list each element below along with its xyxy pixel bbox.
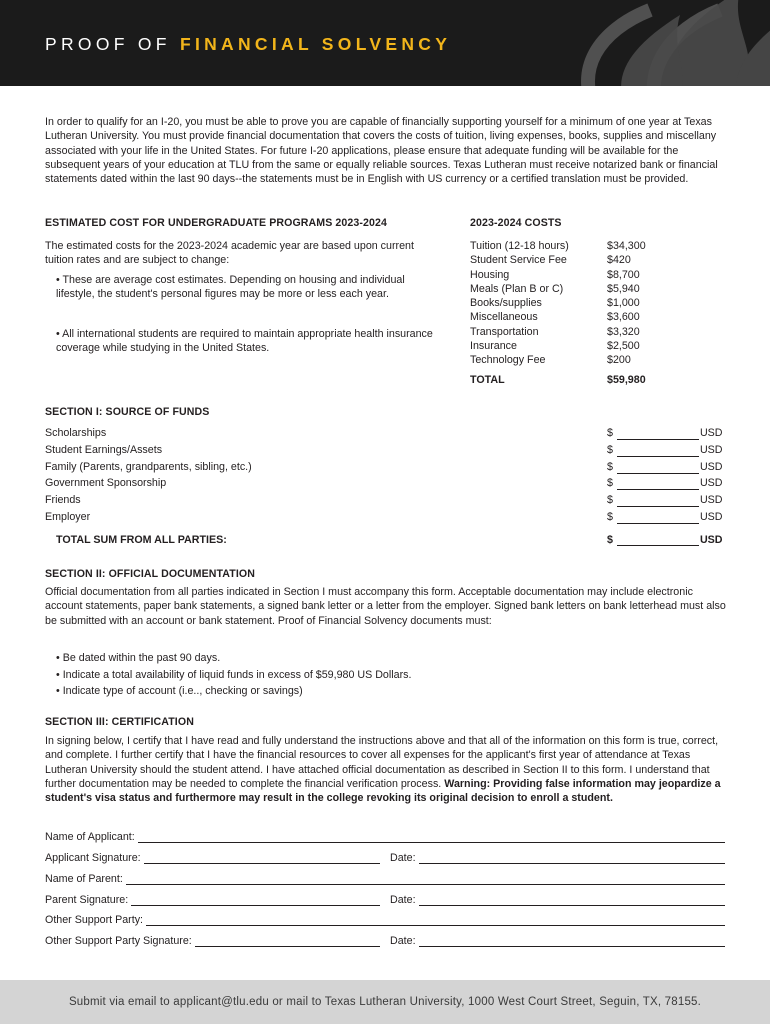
name-of-applicant-field[interactable] [138, 833, 725, 843]
page-title [45, 34, 451, 55]
fund-source-label: Scholarships [45, 427, 107, 439]
parent-signature-label: Parent Signature: [45, 894, 129, 906]
cost-row [470, 339, 677, 353]
requirement-item: • Be dated within the past 90 days. [56, 652, 221, 664]
costs-heading: 2023-2024 COSTS [470, 217, 562, 229]
currency-symbol: $ [607, 510, 613, 523]
fund-row [45, 493, 725, 510]
fund-row [45, 510, 725, 527]
source-of-funds-list [45, 426, 725, 527]
estimated-cost-description: The estimated costs for the 2023-2024 academic year are based upon current tuition rates and are subject to change: [45, 240, 414, 267]
date-label: Date: [390, 935, 416, 947]
cost-row [470, 353, 677, 367]
documentation-requirements [56, 650, 411, 700]
estimated-cost-note-2: • All international students are required to maintain appropriate health insurance coverage while studying in the United States. [56, 328, 433, 355]
currency-unit: USD [699, 534, 723, 546]
total-sum-amount-field[interactable] [617, 535, 699, 546]
name-of-parent-field[interactable] [126, 875, 725, 885]
cost-value: $3,600 [607, 311, 640, 324]
applicant-date-field[interactable] [419, 854, 725, 864]
currency-unit: USD [699, 510, 723, 523]
estimated-cost-heading: ESTIMATED COST FOR UNDERGRADUATE PROGRAMS 2023-2024 [45, 217, 387, 229]
estimated-cost-note-1: • These are average cost estimates. Depending on housing and individual lifestyle, the student's personal figures may be more or less each year. [56, 274, 405, 301]
fund-source-label: Family (Parents, grandparents, sibling, etc.) [45, 460, 252, 473]
currency-symbol: $ [607, 534, 613, 546]
currency-symbol: $ [607, 427, 613, 439]
name-of-parent-label: Name of Parent: [45, 873, 123, 885]
currency-symbol: $ [607, 443, 613, 456]
cost-label: Miscellaneous [470, 311, 538, 324]
section-2-heading: SECTION II: OFFICIAL DOCUMENTATION [45, 568, 255, 580]
fund-amount-field[interactable] [617, 496, 699, 507]
fund-row [45, 443, 725, 460]
applicant-signature-field[interactable] [144, 854, 380, 864]
requirement-item: • Indicate a total availability of liquid funds in excess of $59,980 US Dollars. [56, 668, 412, 681]
submission-instructions: Submit via email to applicant@tlu.edu or mail to Texas Lutheran University, 1000 West Court Street, Seguin, TX, 78155. [68, 996, 702, 1008]
title-part-2: FINANCIAL SOLVENCY [179, 34, 452, 54]
cost-row [470, 239, 677, 253]
other-support-party-signature-field[interactable] [195, 937, 380, 947]
fund-amount-field[interactable] [617, 446, 699, 457]
other-support-party-field[interactable] [146, 916, 725, 926]
certification-text: In signing below, I certify that I have read and fully understand the instructions above and that all of the information on this form is true, correct, and complete. I further certify that I have the financial resources to cover all expenses for the applicant's first year of attendance at Texas Lutheran University should the student attend. I have attached official documentation as described in Section II to this form. I understand that further documentation may be needed to complete the financial verification process. [45, 735, 719, 790]
cost-total-label: TOTAL [470, 374, 505, 386]
other-support-party-row [45, 912, 725, 926]
total-sum-row [56, 534, 726, 546]
total-sum-label: TOTAL SUM FROM ALL PARTIES: [56, 534, 227, 546]
name-of-applicant-label: Name of Applicant: [45, 831, 135, 843]
applicant-date-row [390, 850, 725, 864]
fund-amount-field[interactable] [617, 479, 699, 490]
section-2-body: Official documentation from all parties indicated in Section I must accompany this form. Acceptable documentation may include electronic account statements, paper bank statements, a signed bank letter or a letter from the employer. Signed bank letters on bank letterhead must also be submitted with an account or bank statement. Proof of Financial Solvency documents must: [45, 586, 726, 627]
fund-row [45, 476, 725, 493]
currency-symbol: $ [607, 494, 613, 507]
cost-total-row [470, 374, 646, 386]
requirement-item: • Indicate type of account (i.e.., checking or savings) [56, 685, 303, 697]
costs-table [470, 239, 677, 368]
currency-unit: USD [699, 460, 723, 473]
certification-warning: Warning: Providing false information may jeopardize a student's visa status and furthermore may result in the college revoking its original decision to enroll a student. [45, 777, 721, 805]
applicant-signature-label: Applicant Signature: [45, 852, 141, 864]
other-support-date-field[interactable] [419, 937, 725, 947]
cost-label: Books/supplies [470, 297, 542, 310]
cost-label: Tuition (12-18 hours) [470, 240, 569, 252]
fund-source-label: Student Earnings/Assets [45, 443, 163, 456]
fund-source-label: Friends [45, 494, 81, 507]
parent-date-field[interactable] [419, 896, 725, 906]
date-label: Date: [390, 852, 416, 864]
other-support-party-label: Other Support Party: [45, 914, 144, 926]
cost-value: $5,940 [607, 282, 640, 295]
currency-unit: USD [699, 427, 723, 439]
cost-total-value: $59,980 [607, 374, 646, 386]
cost-value: $8,700 [607, 268, 640, 281]
currency-unit: USD [699, 443, 723, 456]
applicant-signature-row [45, 850, 380, 864]
fund-row [45, 460, 725, 477]
footer-bar [0, 980, 770, 1024]
cost-value: $34,300 [607, 240, 646, 252]
cost-row [470, 282, 677, 296]
parent-signature-row [45, 892, 380, 906]
title-part-1: PROOF OF [45, 34, 171, 54]
name-of-applicant-row [45, 829, 725, 843]
header-banner [0, 0, 770, 86]
cost-row [470, 253, 677, 267]
other-support-party-signature-row [45, 933, 380, 947]
cost-label: Technology Fee [470, 354, 546, 367]
fund-source-label: Employer [45, 510, 91, 523]
intro-paragraph: In order to qualify for an I-20, you must be able to prove you are capable of financially supporting yourself for a minimum of one year at Texas Lutheran University. You must provide financial documentation that covers the costs of tuition, living expenses, books, supplies and miscellany associated with your life in the United States. For future I-20 applications, please ensure that adequate funding will be available for the subsequent years of your education at TLU from the same or equally reliable sources. Texas Lutheran must receive notarized bank or financial statements dated within the last 90 days--the statements must be in English with US currency or a certified translation must be provided. [45, 116, 718, 186]
fund-amount-field[interactable] [617, 429, 699, 440]
section-3-body [45, 734, 730, 805]
fund-amount-field[interactable] [617, 463, 699, 474]
cost-label: Insurance [470, 340, 517, 353]
cost-value: $3,320 [607, 325, 640, 338]
currency-unit: USD [699, 494, 723, 507]
cost-row [470, 325, 677, 339]
fund-amount-field[interactable] [617, 513, 699, 524]
parent-date-row [390, 892, 725, 906]
cost-value: $1,000 [607, 297, 640, 310]
fund-row [45, 426, 725, 443]
name-of-parent-row [45, 871, 725, 885]
cost-value: $200 [607, 354, 631, 367]
currency-unit: USD [699, 477, 723, 490]
cost-value: $2,500 [607, 340, 640, 353]
cost-label: Meals (Plan B or C) [470, 282, 564, 295]
section-1-heading: SECTION I: SOURCE OF FUNDS [45, 406, 210, 418]
cost-label: Student Service Fee [470, 254, 567, 267]
cost-row [470, 310, 677, 324]
fund-source-label: Government Sponsorship [45, 477, 167, 490]
cost-label: Housing [470, 268, 510, 281]
cost-label: Transportation [470, 325, 539, 338]
tlu-flame-logo-icon [530, 0, 770, 86]
date-label: Date: [390, 894, 416, 906]
section-3-heading: SECTION III: CERTIFICATION [45, 716, 194, 728]
currency-symbol: $ [607, 460, 613, 473]
currency-symbol: $ [607, 477, 613, 490]
other-support-party-signature-label: Other Support Party Signature: [45, 935, 192, 947]
other-support-date-row [390, 933, 725, 947]
parent-signature-field[interactable] [131, 896, 380, 906]
cost-row [470, 296, 677, 310]
cost-value: $420 [607, 254, 631, 267]
cost-row [470, 268, 677, 282]
